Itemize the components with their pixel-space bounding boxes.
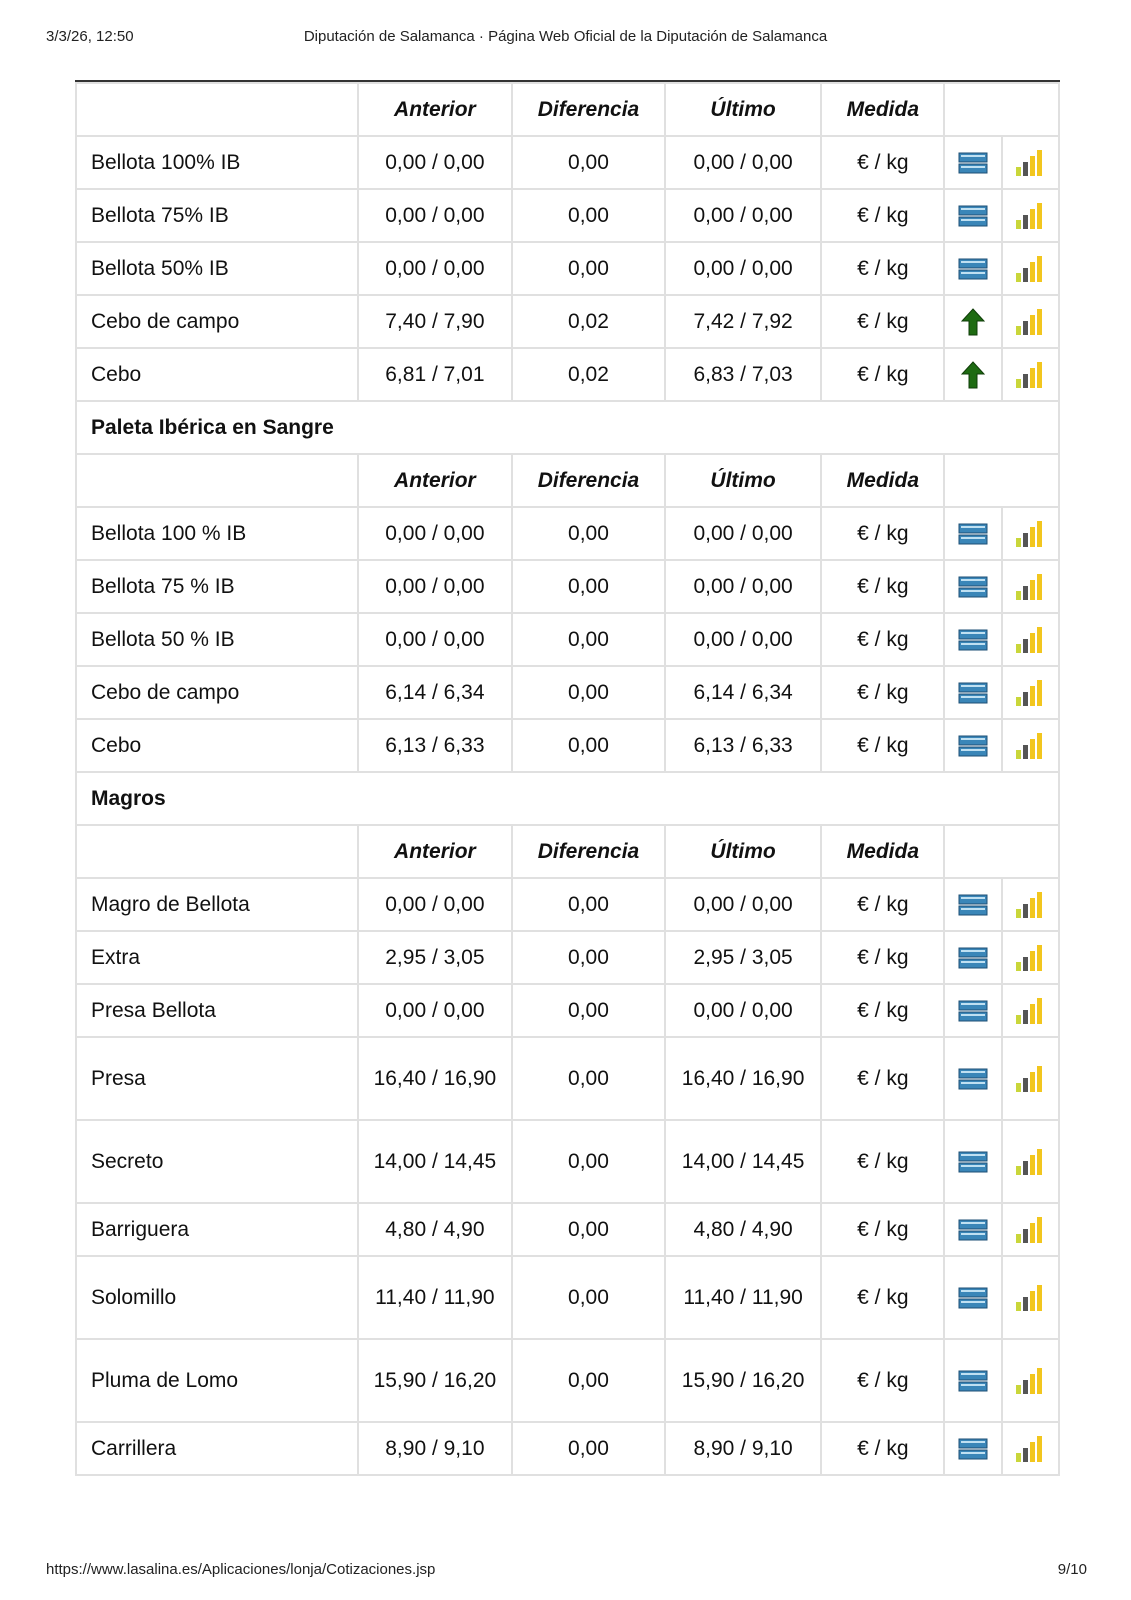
trend-equal-cell	[944, 666, 1001, 719]
ultimo-value: 0,00 / 0,00	[665, 507, 822, 560]
medida-unit: € / kg	[821, 984, 944, 1037]
medida-unit: € / kg	[821, 295, 944, 348]
table-row	[76, 560, 1059, 613]
ultimo-value: 11,40 / 11,90	[665, 1256, 822, 1339]
table-row	[76, 295, 1059, 348]
column-header-medida: Medida	[821, 825, 944, 878]
anterior-value: 0,00 / 0,00	[358, 507, 513, 560]
product-name: Pluma de Lomo	[76, 1339, 358, 1422]
diferencia-value: 0,00	[512, 984, 665, 1037]
chart-link-cell[interactable]	[1002, 136, 1059, 189]
bar-chart-icon[interactable]	[1015, 520, 1045, 548]
bar-chart-icon[interactable]	[1015, 361, 1045, 389]
anterior-value: 0,00 / 0,00	[358, 242, 513, 295]
bar-chart-icon[interactable]	[1015, 149, 1045, 177]
product-name: Bellota 100% IB	[76, 136, 358, 189]
ultimo-value: 16,40 / 16,90	[665, 1037, 822, 1120]
equal-bars-icon	[958, 947, 988, 969]
medida-unit: € / kg	[821, 931, 944, 984]
trend-equal-cell	[944, 1203, 1001, 1256]
trend-up-cell	[944, 348, 1001, 401]
equal-bars-icon	[958, 1219, 988, 1241]
chart-link-cell[interactable]	[1002, 1256, 1059, 1339]
medida-unit: € / kg	[821, 242, 944, 295]
bar-chart-icon[interactable]	[1015, 308, 1045, 336]
trend-equal-cell	[944, 1256, 1001, 1339]
column-header-ultimo: Último	[665, 83, 822, 136]
equal-bars-icon	[958, 682, 988, 704]
trend-up-cell	[944, 295, 1001, 348]
ultimo-value: 2,95 / 3,05	[665, 931, 822, 984]
table-row	[76, 507, 1059, 560]
chart-link-cell[interactable]	[1002, 507, 1059, 560]
anterior-value: 0,00 / 0,00	[358, 136, 513, 189]
anterior-value: 14,00 / 14,45	[358, 1120, 513, 1203]
section-title-row	[76, 772, 1059, 825]
chart-link-cell[interactable]	[1002, 613, 1059, 666]
anterior-value: 15,90 / 16,20	[358, 1339, 513, 1422]
column-header-ultimo: Último	[665, 454, 822, 507]
diferencia-value: 0,00	[512, 666, 665, 719]
chart-link-cell[interactable]	[1002, 931, 1059, 984]
medida-unit: € / kg	[821, 1120, 944, 1203]
ultimo-value: 6,14 / 6,34	[665, 666, 822, 719]
equal-bars-icon	[958, 735, 988, 757]
bar-chart-icon[interactable]	[1015, 997, 1045, 1025]
table-row	[76, 931, 1059, 984]
medida-unit: € / kg	[821, 1256, 944, 1339]
diferencia-value: 0,00	[512, 878, 665, 931]
section-title: Paleta Ibérica en Sangre	[76, 401, 1059, 454]
trend-equal-cell	[944, 1120, 1001, 1203]
equal-bars-icon	[958, 1438, 988, 1460]
anterior-value: 2,95 / 3,05	[358, 931, 513, 984]
equal-bars-icon	[958, 629, 988, 651]
bar-chart-icon[interactable]	[1015, 891, 1045, 919]
header-icons-cell	[944, 454, 1059, 507]
table-row	[76, 666, 1059, 719]
ultimo-value: 0,00 / 0,00	[665, 136, 822, 189]
anterior-value: 0,00 / 0,00	[358, 878, 513, 931]
anterior-value: 0,00 / 0,00	[358, 189, 513, 242]
equal-bars-icon	[958, 152, 988, 174]
diferencia-value: 0,00	[512, 136, 665, 189]
section-title-row	[76, 401, 1059, 454]
trend-equal-cell	[944, 931, 1001, 984]
medida-unit: € / kg	[821, 1422, 944, 1475]
diferencia-value: 0,02	[512, 348, 665, 401]
equal-bars-icon	[958, 576, 988, 598]
bar-chart-icon[interactable]	[1015, 1216, 1045, 1244]
chart-link-cell[interactable]	[1002, 984, 1059, 1037]
ultimo-value: 0,00 / 0,00	[665, 189, 822, 242]
anterior-value: 16,40 / 16,90	[358, 1037, 513, 1120]
trend-equal-cell	[944, 984, 1001, 1037]
trend-equal-cell	[944, 242, 1001, 295]
medida-unit: € / kg	[821, 1339, 944, 1422]
print-url: https://www.lasalina.es/Aplicaciones/lonja/Cotizaciones.jsp	[46, 1561, 436, 1578]
print-date: 3/3/26, 12:50	[46, 28, 134, 45]
column-header-diferencia: Diferencia	[512, 825, 665, 878]
trend-equal-cell	[944, 1339, 1001, 1422]
product-name: Solomillo	[76, 1256, 358, 1339]
anterior-value: 0,00 / 0,00	[358, 984, 513, 1037]
product-name: Presa Bellota	[76, 984, 358, 1037]
ultimo-value: 6,13 / 6,33	[665, 719, 822, 772]
product-name: Cebo de campo	[76, 666, 358, 719]
column-header-medida: Medida	[821, 454, 944, 507]
diferencia-value: 0,00	[512, 931, 665, 984]
bar-chart-icon[interactable]	[1015, 679, 1045, 707]
anterior-value: 6,13 / 6,33	[358, 719, 513, 772]
green-up-arrow-icon	[961, 361, 985, 389]
product-name: Cebo	[76, 348, 358, 401]
equal-bars-icon	[958, 258, 988, 280]
trend-equal-cell	[944, 136, 1001, 189]
trend-equal-cell	[944, 878, 1001, 931]
trend-equal-cell	[944, 1422, 1001, 1475]
anterior-value: 7,40 / 7,90	[358, 295, 513, 348]
anterior-value: 4,80 / 4,90	[358, 1203, 513, 1256]
ultimo-value: 8,90 / 9,10	[665, 1422, 822, 1475]
bar-chart-icon[interactable]	[1015, 626, 1045, 654]
diferencia-value: 0,00	[512, 1037, 665, 1120]
table-row	[76, 984, 1059, 1037]
ultimo-value: 6,83 / 7,03	[665, 348, 822, 401]
diferencia-value: 0,00	[512, 1120, 665, 1203]
product-name: Bellota 75 % IB	[76, 560, 358, 613]
bar-chart-icon[interactable]	[1015, 1435, 1045, 1463]
print-page-title: Diputación de Salamanca · Página Web Oficial de la Diputación de Salamanca	[303, 28, 828, 45]
ultimo-value: 0,00 / 0,00	[665, 878, 822, 931]
equal-bars-icon	[958, 1287, 988, 1309]
medida-unit: € / kg	[821, 507, 944, 560]
diferencia-value: 0,00	[512, 1203, 665, 1256]
bar-chart-icon[interactable]	[1015, 732, 1045, 760]
trend-equal-cell	[944, 560, 1001, 613]
medida-unit: € / kg	[821, 1037, 944, 1120]
equal-bars-icon	[958, 894, 988, 916]
diferencia-value: 0,00	[512, 242, 665, 295]
column-header-diferencia: Diferencia	[512, 83, 665, 136]
medida-unit: € / kg	[821, 719, 944, 772]
chart-link-cell[interactable]	[1002, 1037, 1059, 1120]
product-name: Bellota 50% IB	[76, 242, 358, 295]
header-icons-cell	[944, 825, 1059, 878]
anterior-value: 6,81 / 7,01	[358, 348, 513, 401]
chart-link-cell[interactable]	[1002, 878, 1059, 931]
table-row	[76, 1422, 1059, 1475]
header-blank-cell	[76, 83, 358, 136]
table-row	[76, 719, 1059, 772]
diferencia-value: 0,00	[512, 560, 665, 613]
product-name: Bellota 50 % IB	[76, 613, 358, 666]
medida-unit: € / kg	[821, 136, 944, 189]
header-icons-cell	[944, 83, 1059, 136]
ultimo-value: 0,00 / 0,00	[665, 242, 822, 295]
chart-link-cell[interactable]	[1002, 719, 1059, 772]
anterior-value: 6,14 / 6,34	[358, 666, 513, 719]
bar-chart-icon[interactable]	[1015, 1148, 1045, 1176]
product-name: Bellota 100 % IB	[76, 507, 358, 560]
ultimo-value: 4,80 / 4,90	[665, 1203, 822, 1256]
diferencia-value: 0,00	[512, 1339, 665, 1422]
equal-bars-icon	[958, 1370, 988, 1392]
medida-unit: € / kg	[821, 666, 944, 719]
bar-chart-icon[interactable]	[1015, 573, 1045, 601]
chart-link-cell[interactable]	[1002, 295, 1059, 348]
diferencia-value: 0,00	[512, 189, 665, 242]
product-name: Barriguera	[76, 1203, 358, 1256]
diferencia-value: 0,02	[512, 295, 665, 348]
medida-unit: € / kg	[821, 878, 944, 931]
green-up-arrow-icon	[961, 308, 985, 336]
header-blank-cell	[76, 825, 358, 878]
chart-link-cell[interactable]	[1002, 560, 1059, 613]
column-header-anterior: Anterior	[358, 825, 513, 878]
table-row	[76, 1339, 1059, 1422]
product-name: Extra	[76, 931, 358, 984]
table-row	[76, 1120, 1059, 1203]
equal-bars-icon	[958, 1068, 988, 1090]
table-row	[76, 878, 1059, 931]
bar-chart-icon[interactable]	[1015, 944, 1045, 972]
product-name: Magro de Bellota	[76, 878, 358, 931]
chart-link-cell[interactable]	[1002, 1120, 1059, 1203]
bar-chart-icon[interactable]	[1015, 202, 1045, 230]
price-table-container	[75, 82, 1060, 1512]
equal-bars-icon	[958, 523, 988, 545]
anterior-value: 11,40 / 11,90	[358, 1256, 513, 1339]
trend-equal-cell	[944, 189, 1001, 242]
bar-chart-icon[interactable]	[1015, 1284, 1045, 1312]
ultimo-value: 15,90 / 16,20	[665, 1339, 822, 1422]
diferencia-value: 0,00	[512, 1256, 665, 1339]
diferencia-value: 0,00	[512, 1422, 665, 1475]
anterior-value: 0,00 / 0,00	[358, 560, 513, 613]
ultimo-value: 0,00 / 0,00	[665, 613, 822, 666]
column-header-diferencia: Diferencia	[512, 454, 665, 507]
price-table	[75, 82, 1060, 1476]
chart-link-cell[interactable]	[1002, 189, 1059, 242]
table-row	[76, 242, 1059, 295]
equal-bars-icon	[958, 1151, 988, 1173]
section-title: Magros	[76, 772, 1059, 825]
diferencia-value: 0,00	[512, 507, 665, 560]
chart-link-cell[interactable]	[1002, 242, 1059, 295]
chart-link-cell[interactable]	[1002, 1339, 1059, 1422]
chart-link-cell[interactable]	[1002, 666, 1059, 719]
medida-unit: € / kg	[821, 1203, 944, 1256]
product-name: Bellota 75% IB	[76, 189, 358, 242]
trend-equal-cell	[944, 719, 1001, 772]
product-name: Presa	[76, 1037, 358, 1120]
equal-bars-icon	[958, 1000, 988, 1022]
ultimo-value: 0,00 / 0,00	[665, 984, 822, 1037]
bar-chart-icon[interactable]	[1015, 1065, 1045, 1093]
medida-unit: € / kg	[821, 348, 944, 401]
table-row	[76, 1203, 1059, 1256]
bar-chart-icon[interactable]	[1015, 255, 1045, 283]
bar-chart-icon[interactable]	[1015, 1367, 1045, 1395]
table-row	[76, 189, 1059, 242]
table-row	[76, 1256, 1059, 1339]
product-name: Cebo	[76, 719, 358, 772]
column-header-row	[76, 825, 1059, 878]
column-header-anterior: Anterior	[358, 454, 513, 507]
table-row	[76, 348, 1059, 401]
column-header-row	[76, 454, 1059, 507]
header-blank-cell	[76, 454, 358, 507]
product-name: Cebo de campo	[76, 295, 358, 348]
table-row	[76, 1037, 1059, 1120]
table-row	[76, 136, 1059, 189]
column-header-anterior: Anterior	[358, 83, 513, 136]
medida-unit: € / kg	[821, 560, 944, 613]
column-header-row	[76, 83, 1059, 136]
chart-link-cell[interactable]	[1002, 348, 1059, 401]
anterior-value: 8,90 / 9,10	[358, 1422, 513, 1475]
trend-equal-cell	[944, 613, 1001, 666]
trend-equal-cell	[944, 507, 1001, 560]
print-page-number: 9/10	[1057, 1561, 1087, 1578]
print-header	[0, 28, 1131, 48]
medida-unit: € / kg	[821, 189, 944, 242]
diferencia-value: 0,00	[512, 719, 665, 772]
product-name: Carrillera	[76, 1422, 358, 1475]
ultimo-value: 7,42 / 7,92	[665, 295, 822, 348]
trend-equal-cell	[944, 1037, 1001, 1120]
medida-unit: € / kg	[821, 613, 944, 666]
ultimo-value: 14,00 / 14,45	[665, 1120, 822, 1203]
table-row	[76, 613, 1059, 666]
product-name: Secreto	[76, 1120, 358, 1203]
ultimo-value: 0,00 / 0,00	[665, 560, 822, 613]
anterior-value: 0,00 / 0,00	[358, 613, 513, 666]
equal-bars-icon	[958, 205, 988, 227]
chart-link-cell[interactable]	[1002, 1422, 1059, 1475]
column-header-ultimo: Último	[665, 825, 822, 878]
chart-link-cell[interactable]	[1002, 1203, 1059, 1256]
column-header-medida: Medida	[821, 83, 944, 136]
diferencia-value: 0,00	[512, 613, 665, 666]
